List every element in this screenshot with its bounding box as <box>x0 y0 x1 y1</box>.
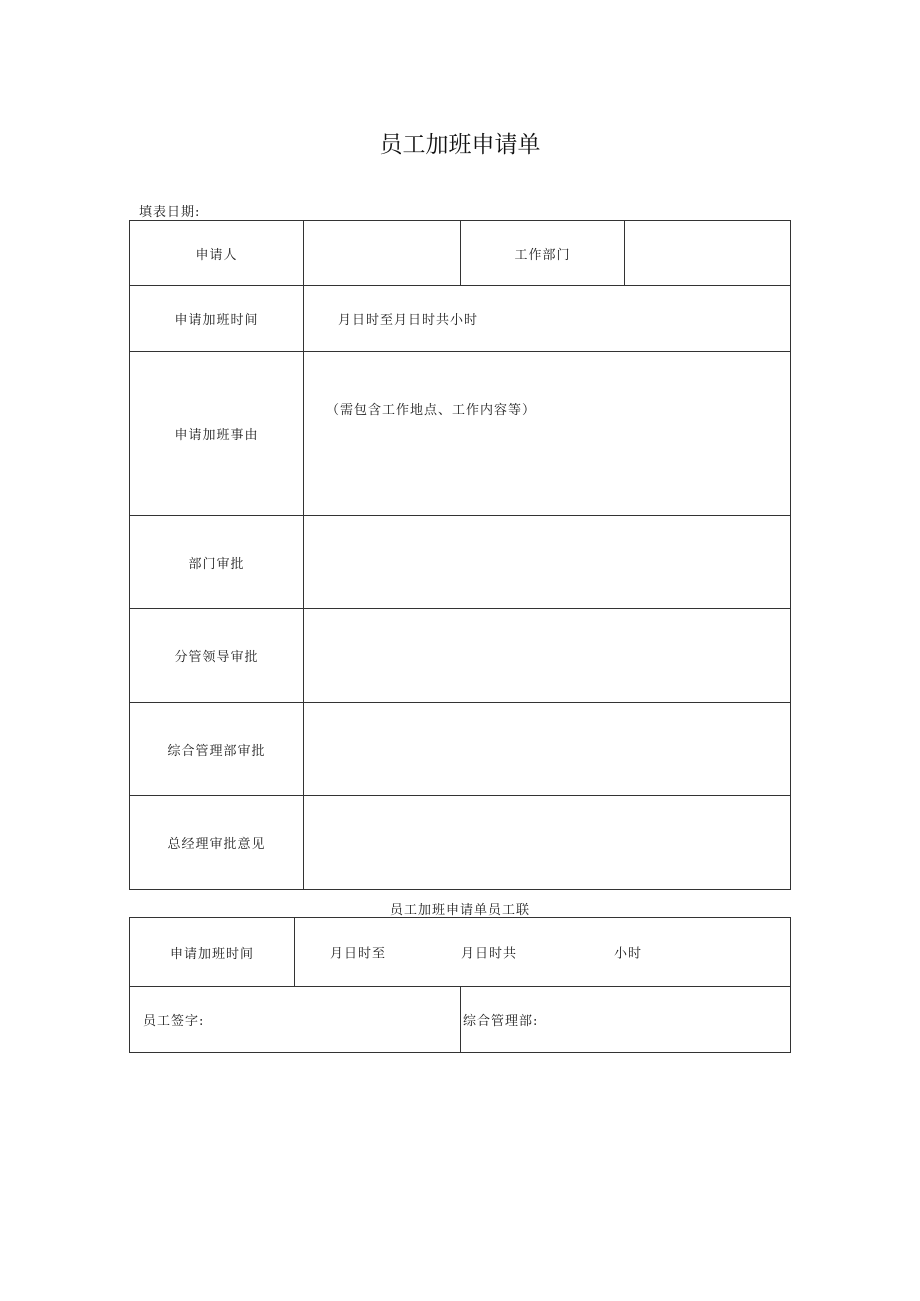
employee-sign-field[interactable] <box>130 987 461 1053</box>
gm-approval-field[interactable] <box>304 796 791 890</box>
gm-approval-label: 总经理审批意见 <box>130 796 304 890</box>
overtime-time-row <box>130 286 791 352</box>
applicant-field[interactable] <box>304 221 461 286</box>
stub-time-field[interactable] <box>295 918 791 987</box>
form-title: 员工加班申请单 <box>379 132 541 158</box>
overtime-reason-label: 申请加班事由 <box>130 352 304 516</box>
stub-time-row <box>130 918 791 987</box>
employee-stub-table <box>129 917 791 1053</box>
stub-time-hours: 小时 <box>614 946 643 962</box>
leader-approval-label: 分管领导审批 <box>130 609 304 703</box>
stub-sign-row <box>130 987 791 1053</box>
fill-date-label: 填表日期: <box>139 205 201 220</box>
gm-approval-row <box>130 796 791 890</box>
applicant-label: 申请人 <box>130 221 304 286</box>
dept-approval-row <box>130 516 791 609</box>
dept-approval-field[interactable] <box>304 516 791 609</box>
department-field[interactable] <box>625 221 791 286</box>
admin-approval-label: 综合管理部审批 <box>130 703 304 796</box>
stub-time-from: 月日时至 <box>330 946 387 962</box>
dept-approval-label: 部门审批 <box>130 516 304 609</box>
admin-dept-sign-label: 综合管理部: <box>463 1014 539 1029</box>
stub-time-to: 月日时共 <box>461 946 518 962</box>
overtime-application-table <box>129 220 791 890</box>
admin-approval-field[interactable] <box>304 703 791 796</box>
department-label: 工作部门 <box>461 221 625 286</box>
admin-dept-sign-field[interactable] <box>461 987 791 1053</box>
overtime-reason-field[interactable]: （需包含工作地点、工作内容等） <box>304 352 791 516</box>
employee-sign-label: 员工签字: <box>143 1014 205 1029</box>
overtime-time-label: 申请加班时间 <box>130 286 304 352</box>
leader-approval-row <box>130 609 791 703</box>
stub-title: 员工加班申请单员工联 <box>389 903 530 918</box>
overtime-reason-row <box>130 352 791 516</box>
admin-approval-row <box>130 703 791 796</box>
overtime-time-field[interactable]: 月日时至月日时共小时 <box>304 286 791 352</box>
leader-approval-field[interactable] <box>304 609 791 703</box>
applicant-row <box>130 221 791 286</box>
stub-time-label: 申请加班时间 <box>130 918 295 987</box>
